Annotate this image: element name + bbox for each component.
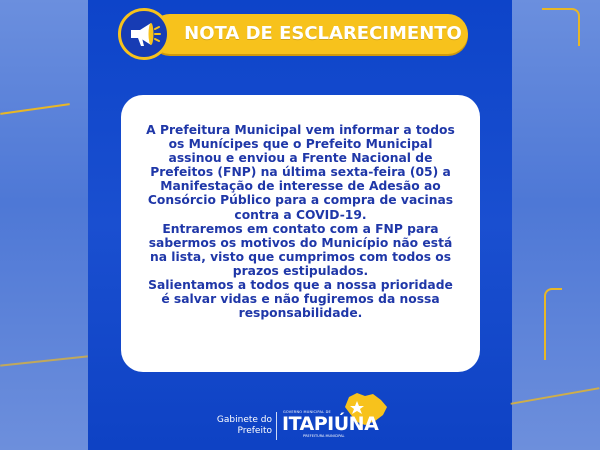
right-background-panel	[512, 0, 600, 450]
footer-divider	[276, 412, 277, 440]
message-paragraph: A Prefeitura Municipal vem informar a todos os Munícipes que o Prefeito Municipal assinou e enviou a Frente Nacional de Prefeitos (FNP) na última sexta-feira (05) a Manifestação de interesse de Adesão ao Consórcio Público para a compra de vacinas contra a COVID-19.	[146, 123, 455, 222]
gabinete-line: Prefeito	[237, 426, 272, 436]
message-paragraph: Salientamos a todos que a nossa prioridade é salvar vidas e não fugiremos da nossa responsabilidade.	[148, 278, 453, 321]
message-body	[132, 123, 469, 320]
decorative-corner	[542, 8, 580, 46]
footer-gabinete-label	[208, 415, 272, 437]
logo-tagline: PREFEITURA MUNICIPAL	[303, 434, 345, 438]
left-background-panel	[0, 0, 88, 450]
logo-subtitle: GOVERNO MUNICIPAL DE	[283, 410, 331, 414]
decorative-corner	[544, 288, 562, 360]
message-paragraph: Entraremos em contato com a FNP para sabermos os motivos do Município não está na lista, visto que cumprimos com todos os prazos estipulados.	[148, 221, 453, 278]
logo-name: ITAPIÚNA	[282, 413, 379, 435]
gabinete-line: Gabinete do	[216, 415, 272, 425]
page-title: NOTA DE ESCLARECIMENTO	[184, 23, 462, 44]
megaphone-icon	[118, 8, 170, 60]
